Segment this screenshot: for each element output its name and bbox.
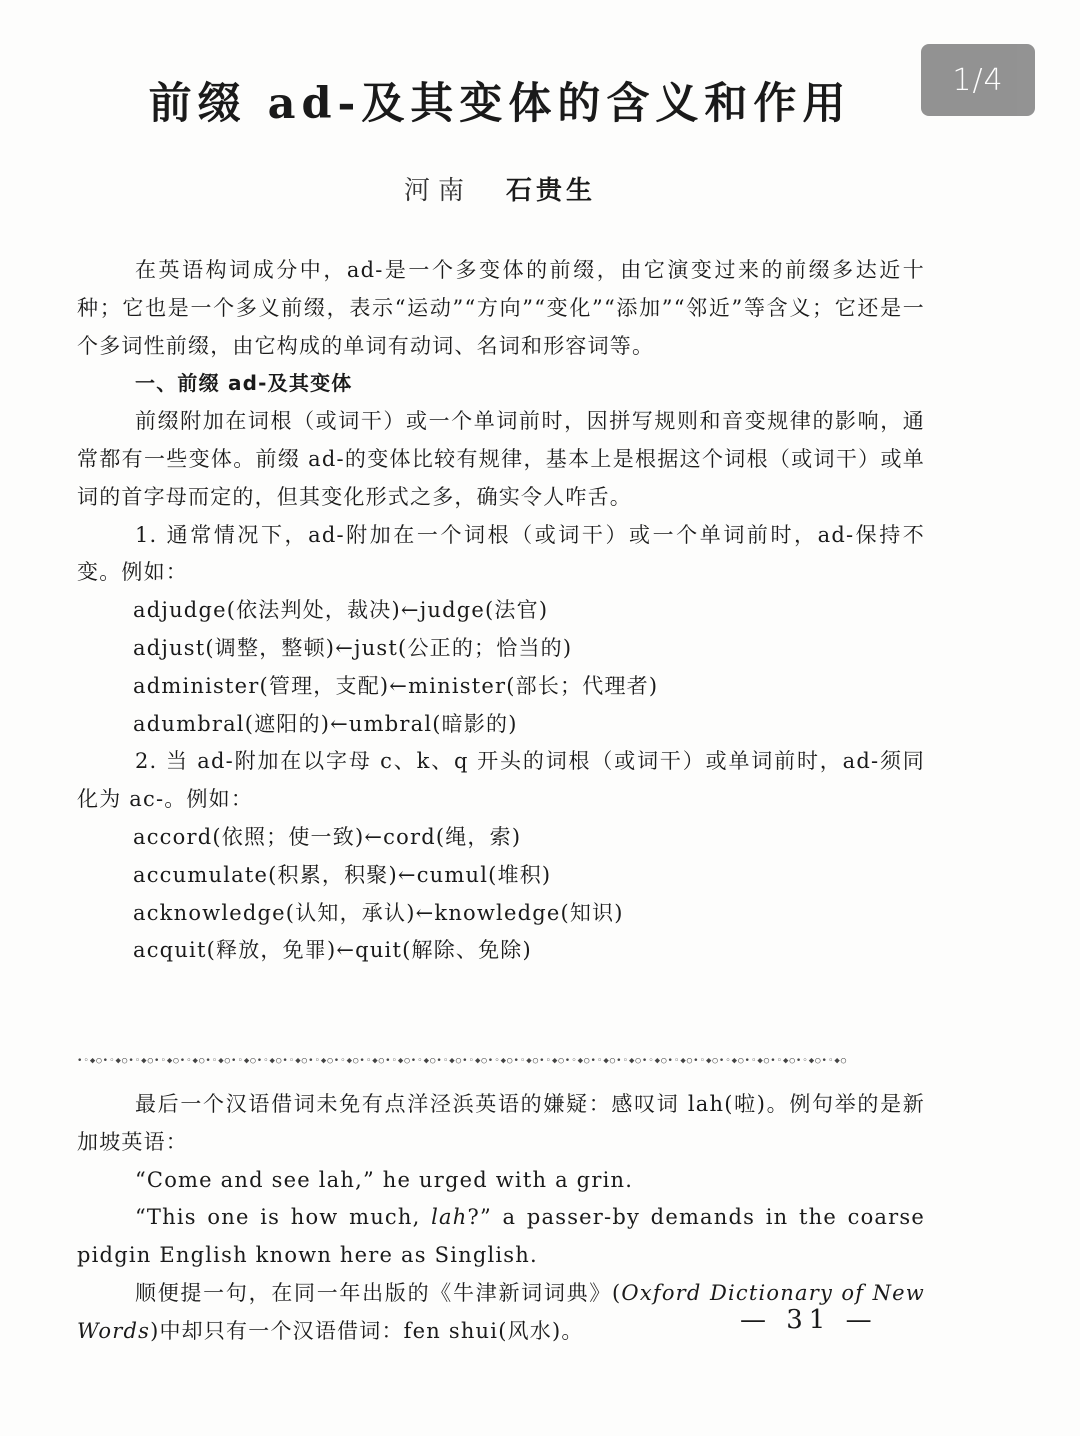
example-item: adjust(调整，整顿)←just(公正的；恰当的) <box>133 635 573 660</box>
article-title: 前缀 ad-及其变体的含义和作用 <box>148 79 852 129</box>
intro-paragraph: 在英语构词成分中，ad-是一个多变体的前缀，由它演变过来的前缀多达近十种；它也是一个多义前缀，表示“运动”“方向”“变化”“添加”“邻近”等含义；它还是一个多词性前缀，由它构成的单词有动词、名词和形容词等。 <box>77 258 925 358</box>
example-item: administer(管理，支配)←minister(部长；代理者) <box>133 673 659 698</box>
rule-2-paragraph: 2. 当 ad-附加在以字母 c、k、q 开头的词根（或词干）或单词前时，ad-须同化为 ac-。例如： <box>77 749 925 812</box>
example-quote-1: “Come and see lah,” he urged with a grin. <box>135 1167 634 1192</box>
section-intro-paragraph: 前缀附加在词根（或词干）或一个单词前时，因拼写规则和音变规律的影响，通常都有一些变体。前缀 ad-的变体比较有规律，基本上是根据这个词根（或词干）或单词的首字母而定的，但其变化形式之多，确实令人咋舌。 <box>77 409 925 509</box>
example-item: accumulate(积累，积聚)←cumul(堆积) <box>133 862 552 887</box>
section-heading: 一、前缀 ad-及其变体 <box>135 371 353 396</box>
example-item: adjudge(依法判处，裁决)←judge(法官) <box>133 598 549 623</box>
example-item: acquit(释放，免罪)←quit(解除、免除) <box>133 938 532 963</box>
page-indicator-badge[interactable] <box>921 44 1035 116</box>
dictionary-title-italic: Oxford Dictionary of New Words <box>77 1280 925 1343</box>
quote-2-prefix: “This one is how much, <box>135 1205 432 1230</box>
article-body <box>77 252 925 970</box>
quote-2-suffix: ?” a passer-by demands in the coarse pidgin English known here as Singlish. <box>77 1205 925 1268</box>
author-name: 石贵生 <box>506 176 597 206</box>
example-quote-2 <box>77 1199 925 1275</box>
dictionary-prefix: 顺便提一句，在同一年出版的《牛津新词词典》( <box>135 1280 622 1305</box>
example-item: acknowledge(认知，承认)←knowledge(知识) <box>133 900 624 925</box>
byline <box>0 170 1000 207</box>
example-item: accord(依照；使一致)←cord(绳，索) <box>133 824 522 849</box>
example-item: adumbral(遮阳的)←umbral(暗影的) <box>133 711 518 736</box>
page-number: — 31 — <box>740 1305 878 1335</box>
lah-paragraph: 最后一个汉语借词未免有点洋泾浜英语的嫌疑：感叹词 lah(啦)。例句举的是新加坡英语： <box>77 1092 925 1154</box>
dictionary-suffix: )中却只有一个汉语借词：fen shui(风水)。 <box>150 1318 584 1343</box>
rule-1-paragraph: 1. 通常情况下，ad-附加在一个词根（或词干）或一个单词前时，ad-保持不变。例如： <box>77 522 925 585</box>
quote-2-italic: lah <box>431 1205 468 1230</box>
author-region: 河南 <box>403 176 472 206</box>
decorative-separator: •◦◆○•◦◆○•◦◆○•◦◆○•◦◆○•◦◆○•◦◆○•◦◆○•◦◆○•◦◆○•◦◆○•◦◆○•◦◆○•◦◆○•◦◆○•◦◆○•◦◆○•◦◆○•◦◆○•◦◆○•◦◆○•◦◆○•◦◆○•◦◆○•◦◆○•◦◆○•◦◆○•◦◆○•◦◆○•◦◆○ <box>77 1056 848 1066</box>
page-indicator-text: 1/4 <box>952 62 1004 98</box>
